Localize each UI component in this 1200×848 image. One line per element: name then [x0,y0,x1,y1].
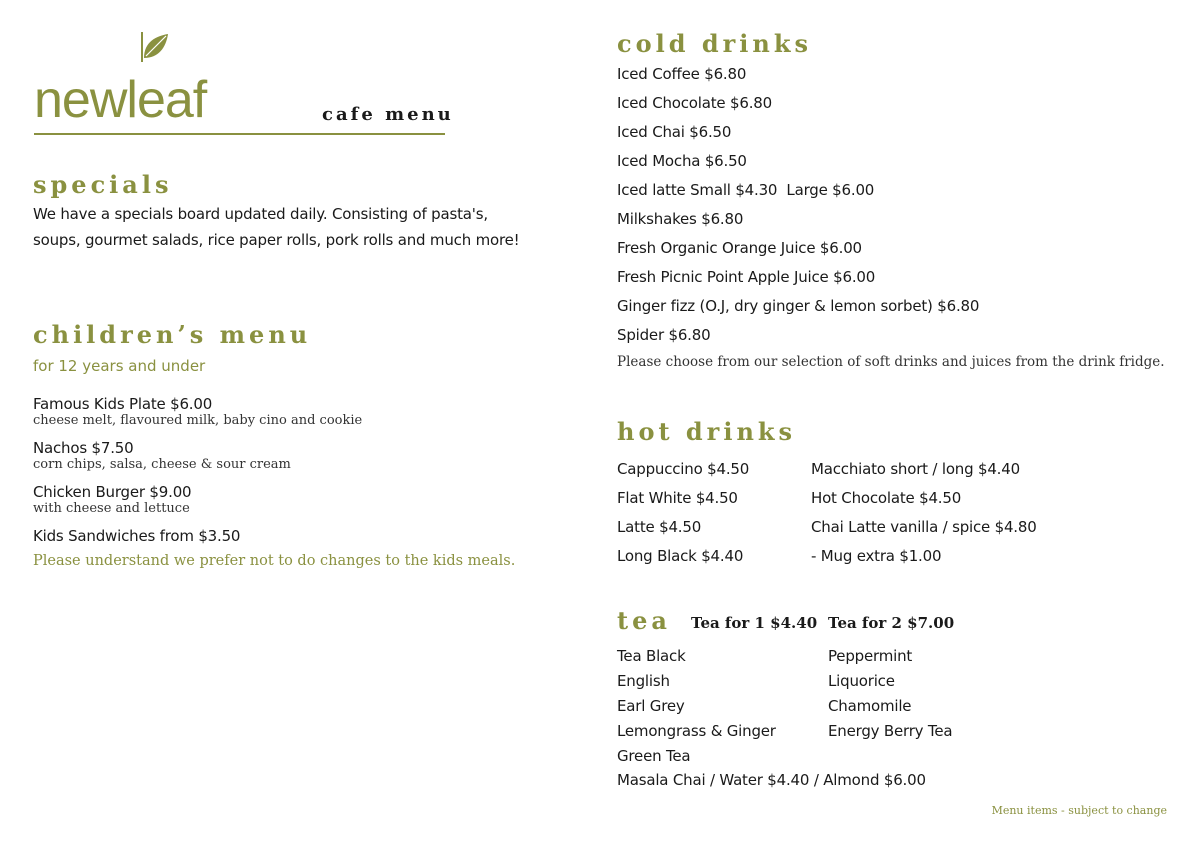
kids-item-desc: corn chips, salsa, cheese & sour cream [33,457,291,472]
kids-item [33,527,573,545]
kids-item-name: Famous Kids Plate $6.00 [33,395,213,413]
kids-item-name: Nachos $7.50 [33,439,134,457]
masala-chai-item: Masala Chai / Water $4.40 / Almond $6.00 [617,771,926,789]
childrens-menu-subheading: for 12 years and under [33,357,206,375]
list-item: Green Tea [617,747,691,765]
hot-drinks-heading: hot drinks [617,417,797,446]
list-item: Iced Mocha $6.50 [617,152,747,170]
list-item: - Mug extra $1.00 [811,547,942,565]
list-item: Peppermint [828,647,913,665]
specials-heading: specials [33,170,173,199]
list-item: Iced Chocolate $6.80 [617,94,772,112]
kids-item [33,483,573,516]
list-item: Macchiato short / long $4.40 [811,460,1020,478]
list-item: Tea Black [617,647,686,665]
list-item: Milkshakes $6.80 [617,210,744,228]
logo-text-leaf: leaf [126,71,207,129]
cold-drinks-heading: cold drinks [617,29,813,58]
list-item: Flat White $4.50 [617,489,738,507]
list-item: Fresh Organic Orange Juice $6.00 [617,239,862,257]
tea-for-one-price: Tea for 1 $4.40 [691,614,818,632]
list-item: Latte $4.50 [617,518,702,536]
list-item: Lemongrass & Ginger [617,722,776,740]
specials-line-2: soups, gourmet salads, rice paper rolls, pork rolls and much more! [33,231,520,249]
list-item: Iced latte Small $4.30 Large $6.00 [617,181,875,199]
list-item: Cappuccino $4.50 [617,460,750,478]
tea-heading: tea [617,606,671,635]
logo-text-new: new [34,71,127,129]
tea-left-column [617,644,827,769]
kids-item-desc: with cheese and lettuce [33,501,190,516]
list-item: Liquorice [828,672,895,690]
hot-drinks-section [617,417,1177,565]
list-item: Chamomile [828,697,912,715]
kids-item-desc: cheese melt, flavoured milk, baby cino and cookie [33,413,363,428]
childrens-menu-heading: children’s menu [33,320,312,349]
hot-drinks-right-column [811,455,1151,571]
list-item: English [617,672,670,690]
tea-for-two-price: Tea for 2 $7.00 [828,614,955,632]
specials-line-1: We have a specials board updated daily. Consisting of pasta's, [33,205,488,223]
list-item: Hot Chocolate $4.50 [811,489,962,507]
cold-drinks-list [617,60,1177,350]
kids-item-name: Kids Sandwiches from $3.50 [33,527,241,545]
footer-note: Menu items - subject to change [991,804,1167,817]
list-item: Earl Grey [617,697,685,715]
kids-item [33,439,573,472]
list-item: Energy Berry Tea [828,722,953,740]
leaf-icon [136,32,170,62]
list-item: Long Black $4.40 [617,547,744,565]
list-item: Ginger fizz (O.J, dry ginger & lemon sorbet) $6.80 [617,297,980,315]
specials-section [33,170,553,249]
kids-item [33,395,573,428]
list-item: Spider $6.80 [617,326,711,344]
kids-item-name: Chicken Burger $9.00 [33,483,192,501]
tea-section [617,606,1177,806]
kids-meals-note: Please understand we prefer not to do changes to the kids meals. [33,553,516,569]
childrens-menu-section [33,320,573,569]
tea-right-column [828,644,1078,744]
hot-drinks-left-column [617,455,807,571]
list-item: Iced Coffee $6.80 [617,65,747,83]
cold-drinks-section [617,29,1177,370]
cold-drinks-note: Please choose from our selection of soft drinks and juices from the drink fridge. [617,354,1165,370]
list-item: Chai Latte vanilla / spice $4.80 [811,518,1037,536]
logo-underline [34,133,445,135]
cafe-menu-title: cafe menu [322,104,454,125]
list-item: Fresh Picnic Point Apple Juice $6.00 [617,268,876,286]
list-item: Iced Chai $6.50 [617,123,732,141]
